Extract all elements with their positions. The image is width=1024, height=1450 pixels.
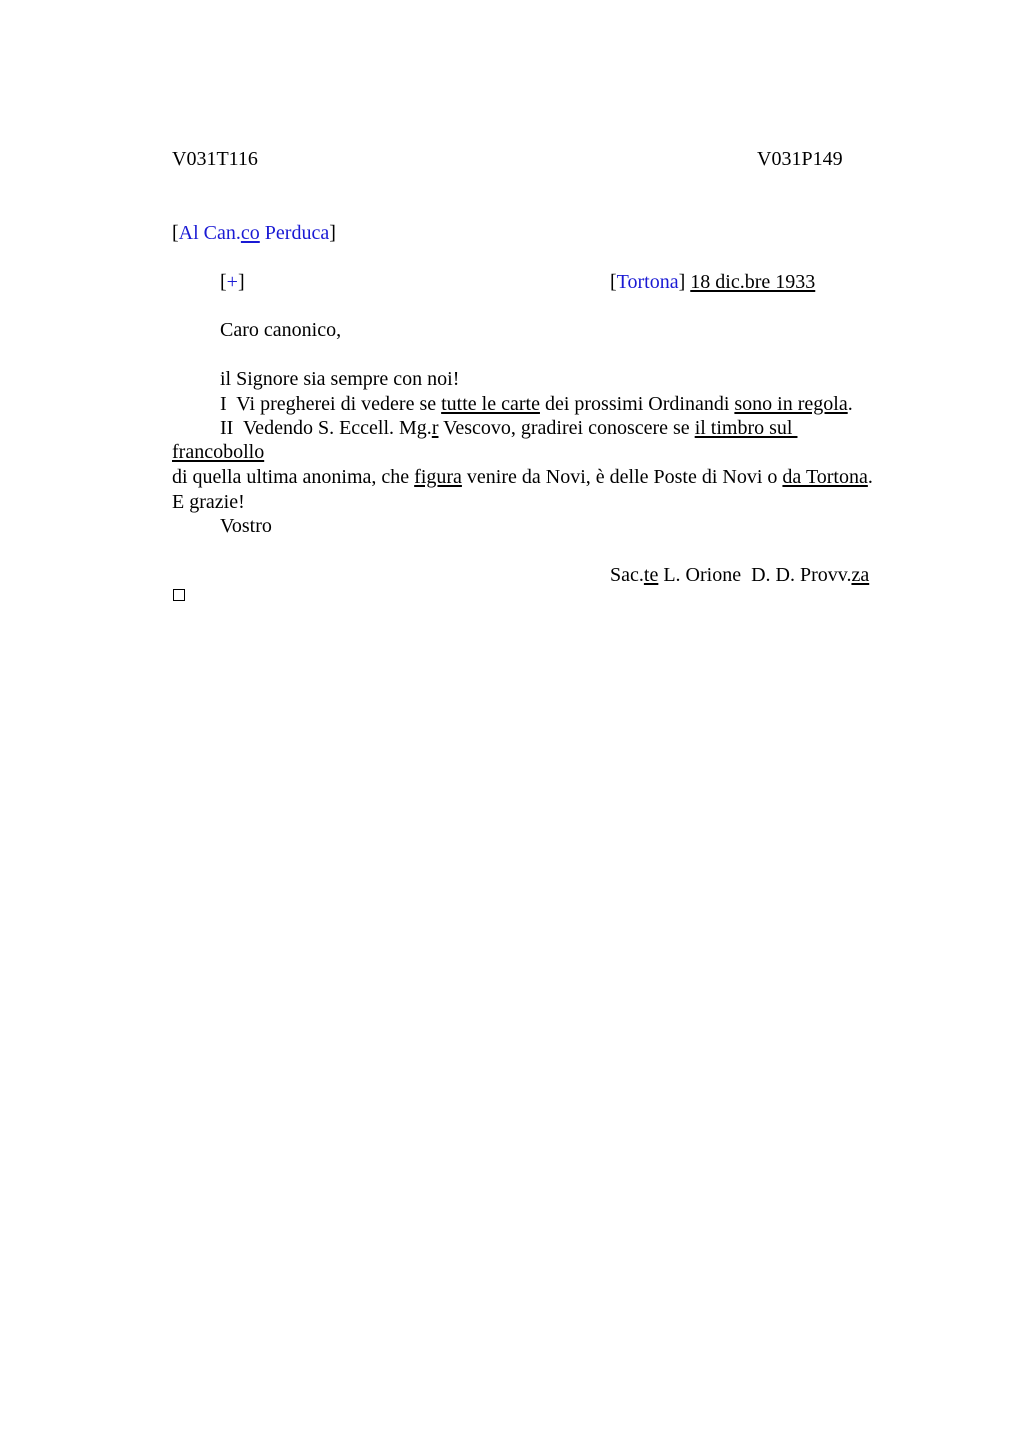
closing-line: Vostro	[220, 515, 272, 537]
bracket-close: ]	[329, 222, 336, 244]
cross-symbol: +	[226, 271, 238, 293]
salutation: Caro canonico,	[220, 319, 342, 341]
document-code-left: V031T116	[172, 148, 258, 170]
addressee-title-suffix: co	[240, 222, 260, 244]
bracket-open: [	[172, 222, 179, 244]
document-code-right: V031P149	[757, 148, 843, 170]
addressee-title: Al Can.	[178, 222, 241, 244]
cross-mark: [+]	[220, 271, 245, 293]
signature: Sac.te L. Orione D. D. Provv.za	[610, 564, 870, 586]
greeting-line: il Signore sia sempre con noi!	[220, 368, 460, 390]
paragraph-one: I Vi pregherei di vedere se tutte le carte dei prossimi Ordinandi sono in regola.	[220, 393, 853, 415]
addressee-line	[172, 221, 336, 245]
dateline: [Tortona] 18 dic.bre 1933	[610, 271, 816, 293]
paragraph-three: di quella ultima anonima, che figura venire da Novi, è delle Poste di Novi o da Tortona.	[172, 466, 873, 488]
letter-date: 18 dic.bre 1933	[690, 271, 816, 293]
thanks-line: E grazie!	[172, 491, 245, 513]
paragraph-two: II Vedendo S. Eccell. Mg.r Vescovo, gradirei conoscere se il timbro sul	[220, 417, 798, 439]
paragraph-two-continued: francobollo	[172, 441, 265, 463]
place-name: Tortona	[616, 271, 679, 293]
addressee-name: Perduca	[259, 222, 330, 244]
end-checkbox[interactable]	[173, 589, 185, 601]
